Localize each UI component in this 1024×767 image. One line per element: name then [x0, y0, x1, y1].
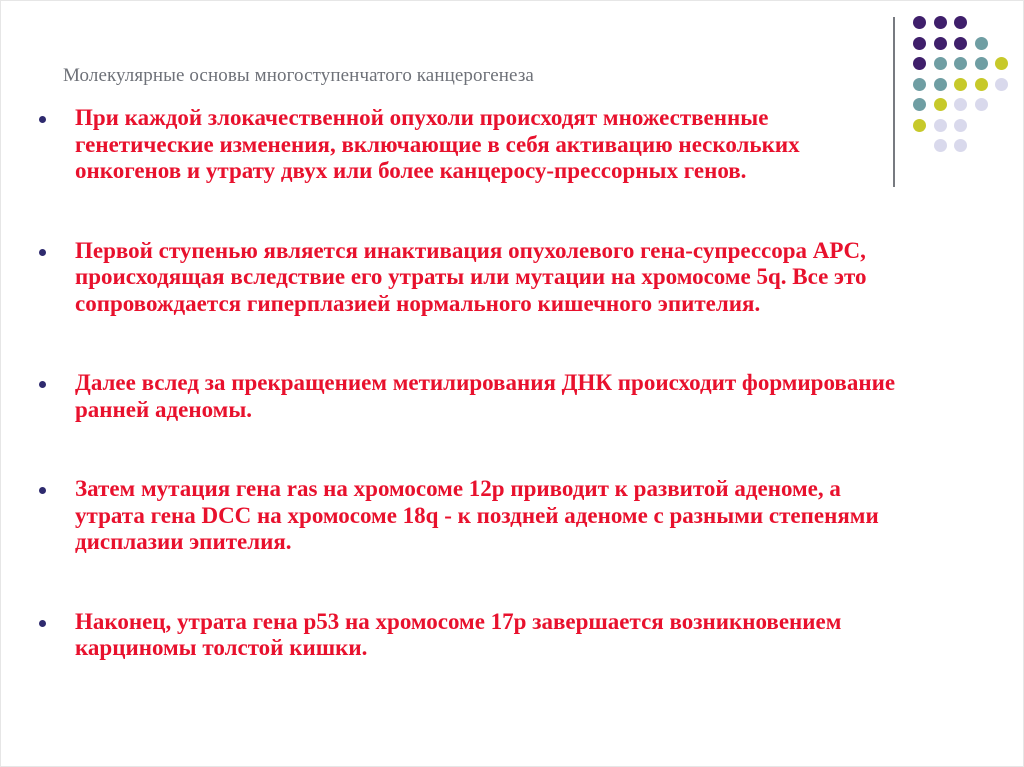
bullet-item	[39, 238, 909, 318]
bullet-marker	[39, 487, 46, 494]
decorative-dot	[913, 78, 926, 91]
decorative-dot	[975, 37, 988, 50]
decorative-dot	[954, 119, 967, 132]
decorative-dot	[975, 78, 988, 91]
decorative-dot	[913, 16, 926, 29]
decorative-dot	[934, 119, 947, 132]
decorative-dot	[934, 98, 947, 111]
decorative-dot	[934, 78, 947, 91]
decorative-dot	[954, 98, 967, 111]
decorative-dot	[954, 57, 967, 70]
decorative-dot	[954, 16, 967, 29]
decorative-dot	[934, 139, 947, 152]
decorative-dot	[913, 119, 926, 132]
bullet-text: Наконец, утрата гена p53 на хромосоме 17p завершается возникновением карциномы толстой кишки.	[75, 608, 842, 660]
bullet-item	[39, 370, 909, 423]
decorative-dot	[913, 57, 926, 70]
decorative-dot	[954, 139, 967, 152]
decorative-dot	[995, 78, 1008, 91]
bullet-text: Далее вслед за прекращением метилирования ДНК происходит формирование ранней аденомы.	[75, 370, 896, 422]
slide-title: Молекулярные основы многоступенчатого канцерогенеза	[63, 65, 534, 86]
decorative-dot	[954, 78, 967, 91]
decorative-dot	[954, 37, 967, 50]
bullet-marker	[39, 116, 46, 123]
decorative-dot	[995, 57, 1008, 70]
bullet-item	[39, 609, 909, 662]
decorative-dot	[913, 98, 926, 111]
bullet-marker	[39, 620, 46, 627]
decorative-dot	[934, 37, 947, 50]
bullet-item	[39, 476, 909, 556]
bullet-marker	[39, 249, 46, 256]
bullet-text: Первой ступенью является инактивация опухолевого гена-супрессора APC, происходящая вследствие его утраты или мутации на хромосоме 5q. Все это сопровождается гиперплазией нормального кишечного эпителия.	[75, 237, 867, 316]
decorative-dot	[913, 37, 926, 50]
bullet-item	[39, 105, 909, 185]
bullet-list	[39, 105, 909, 662]
decorative-dot	[934, 16, 947, 29]
bullet-marker	[39, 381, 46, 388]
decorative-dot	[975, 98, 988, 111]
bullet-text: Затем мутация гена ras на хромосоме 12p приводит к развитой аденоме, а утрата гена DCC на хромосоме 18q - к поздней аденоме с разными степенями дисплазии эпителия.	[75, 476, 879, 554]
decorative-dot	[934, 57, 947, 70]
bullet-text: При каждой злокачественной опухоли происходят множественные генетические изменения, включающие в себя активацию нескольких онкогенов и утрату двух или более канцеросу-прессорных генов.	[75, 105, 800, 183]
decorative-dot	[975, 57, 988, 70]
